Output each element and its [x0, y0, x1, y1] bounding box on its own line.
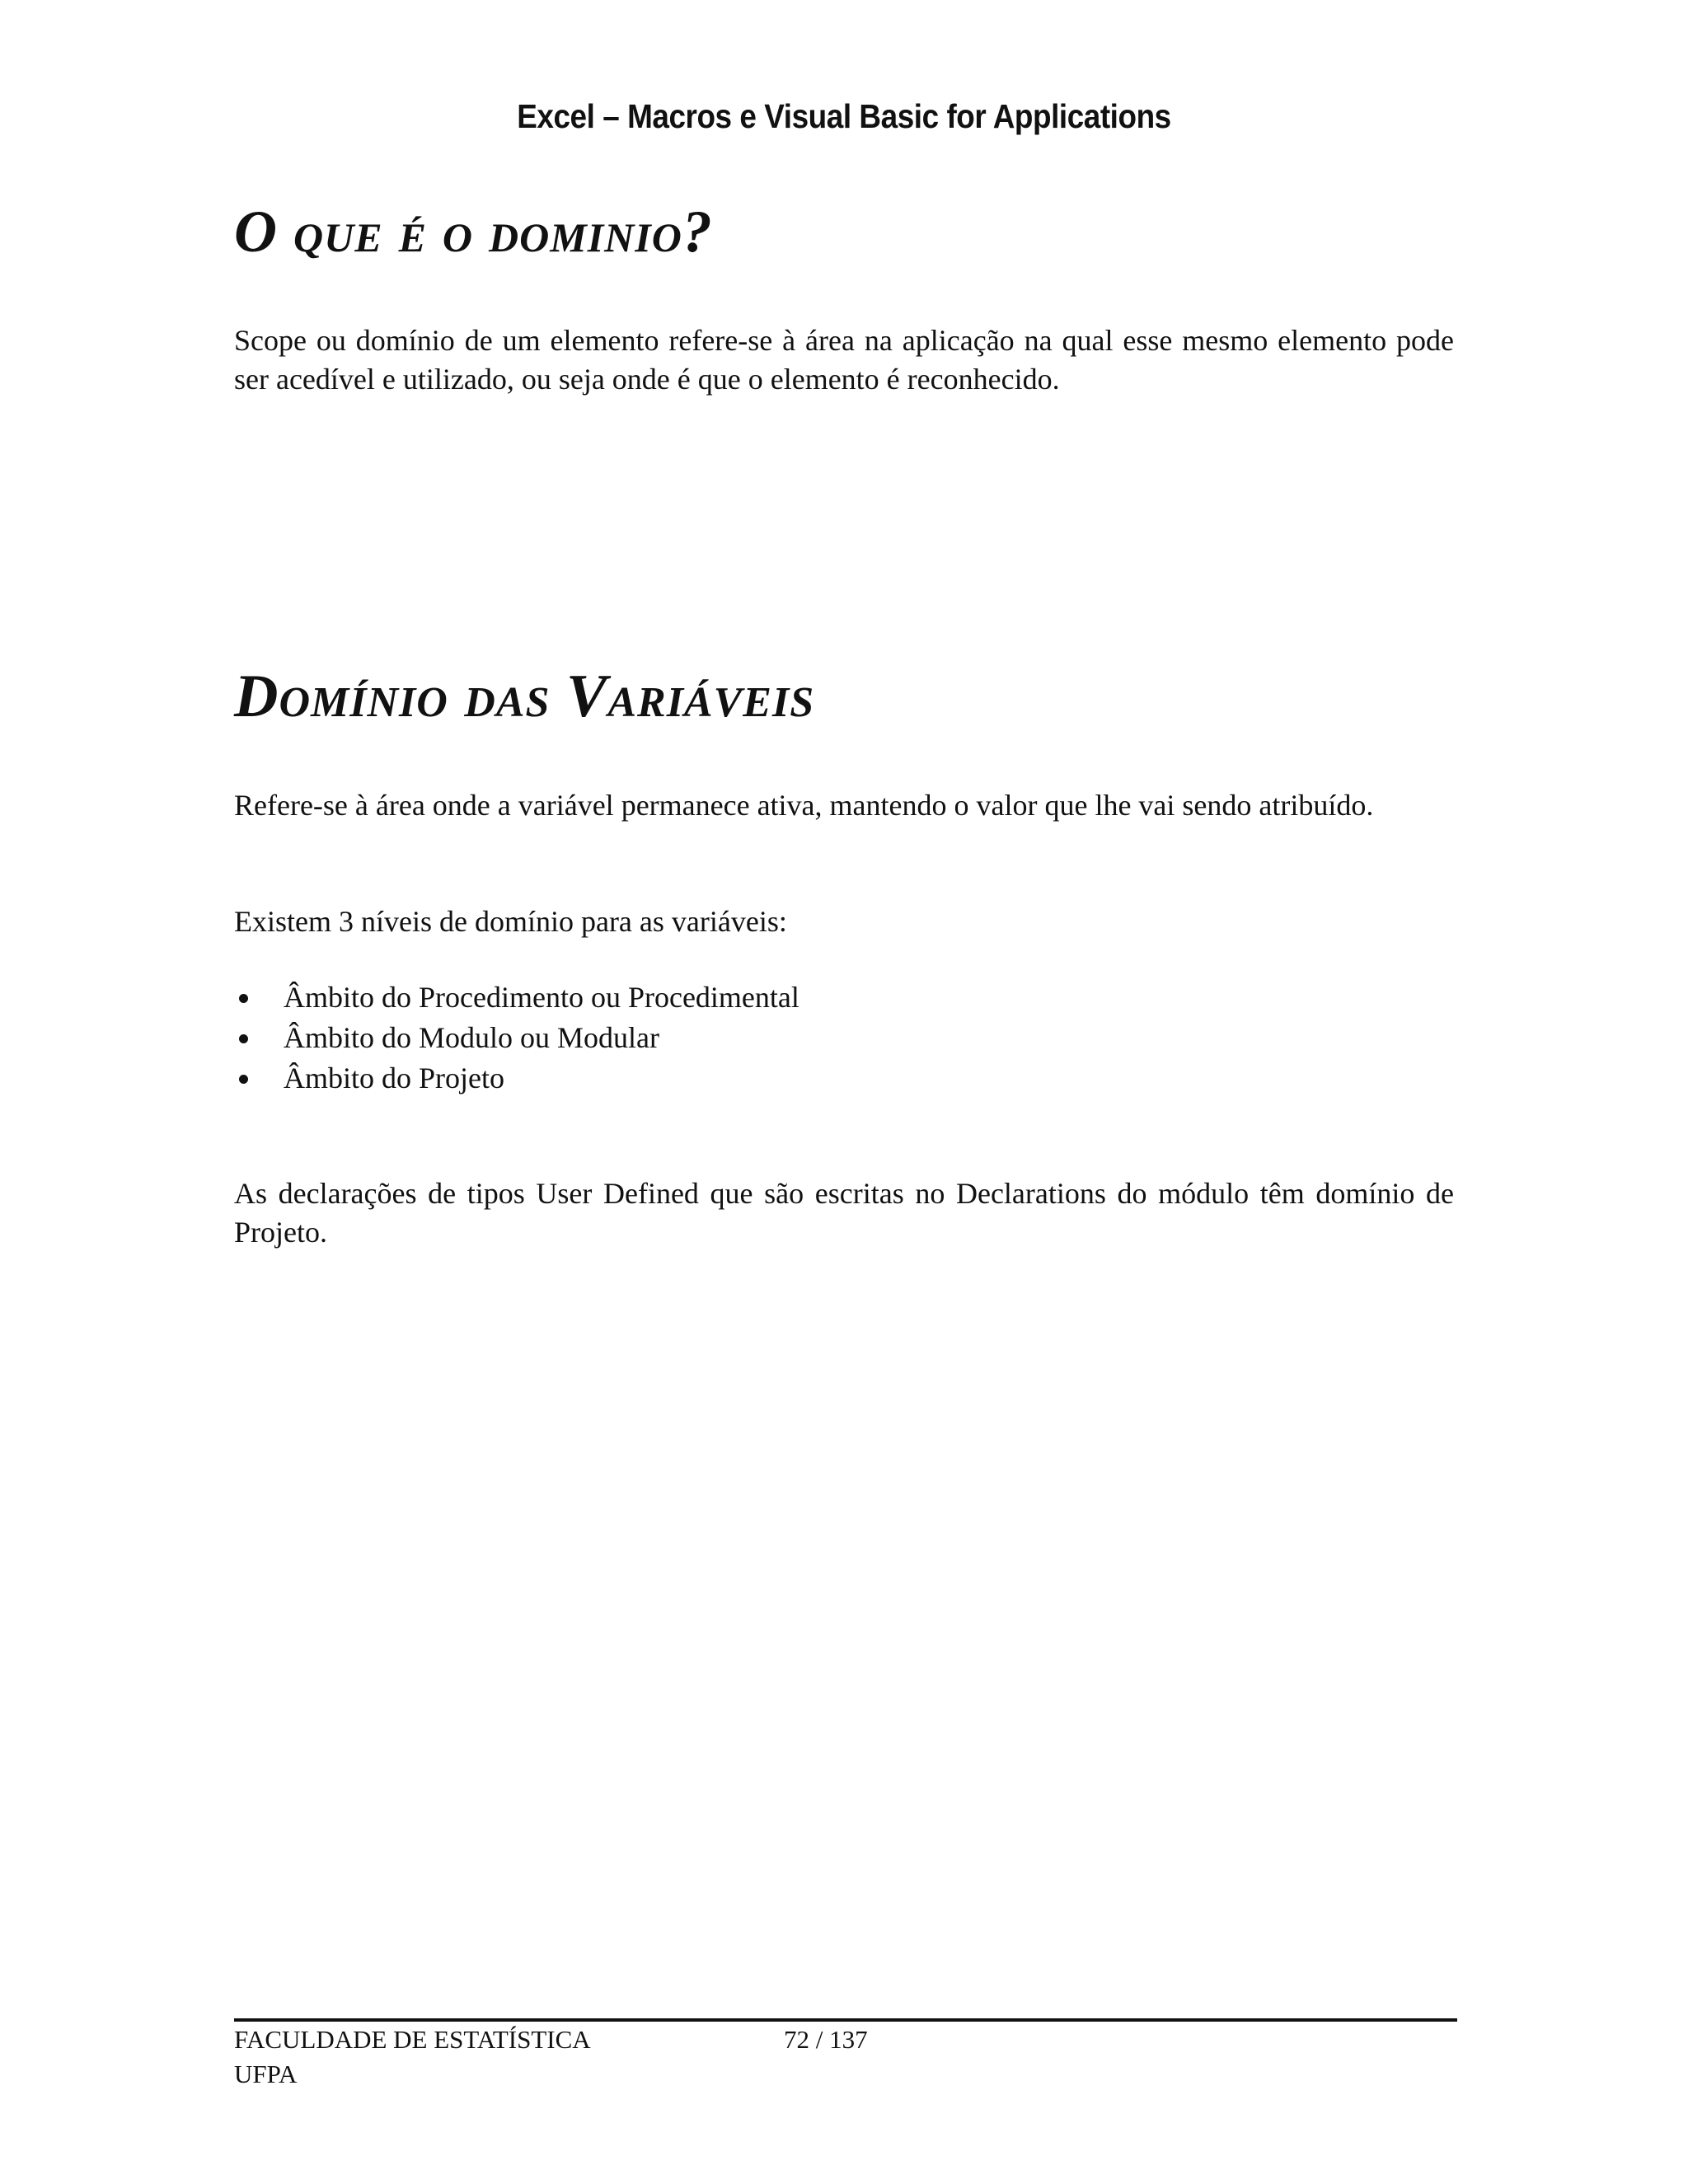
- page-header-title: Excel – Macros e Visual Basic for Applications: [517, 97, 1171, 135]
- list-item: [234, 977, 799, 1018]
- list-item-text: Âmbito do Modulo ou Modular: [284, 1021, 659, 1054]
- footer-institution-block: [234, 2022, 591, 2092]
- footer-institution: FACULDADE DE ESTATÍSTICA: [234, 2025, 591, 2054]
- paragraph-levels-intro: Existem 3 níveis de domínio para as variáveis:: [234, 905, 787, 938]
- paragraph-variable-scope: Refere-se à área onde a variável permanece ativa, mantendo o valor que lhe vai sendo atribuído.: [234, 789, 1374, 822]
- section-heading-dominio-variaveis: Domínio das Variáveis: [234, 663, 815, 730]
- bullet-icon: [239, 1075, 248, 1084]
- paragraph-user-defined-types: As declarações de tipos User Defined que são escritas no Declarations do módulo têm domínio de Projeto.: [234, 1177, 1454, 1249]
- bullet-icon: [239, 994, 248, 1003]
- bullet-icon: [239, 1034, 248, 1043]
- list-item-text: Âmbito do Procedimento ou Procedimental: [284, 981, 799, 1014]
- list-item: [234, 1058, 799, 1099]
- footer-university: UFPA: [234, 2060, 298, 2088]
- footer-divider: [234, 2018, 1457, 2022]
- section-heading-dominio: O que é o dominio?: [234, 199, 713, 265]
- list-item-text: Âmbito do Projeto: [284, 1062, 504, 1094]
- list-item: [234, 1018, 799, 1058]
- scope-levels-list: [234, 977, 799, 1099]
- paragraph-scope-definition: Scope ou domínio de um elemento refere-se à área na aplicação na qual esse mesmo elemento pode ser acedível e utilizado, ou seja onde é que o elemento é reconhecido.: [234, 324, 1454, 396]
- page-number: 72 / 137: [784, 2025, 868, 2054]
